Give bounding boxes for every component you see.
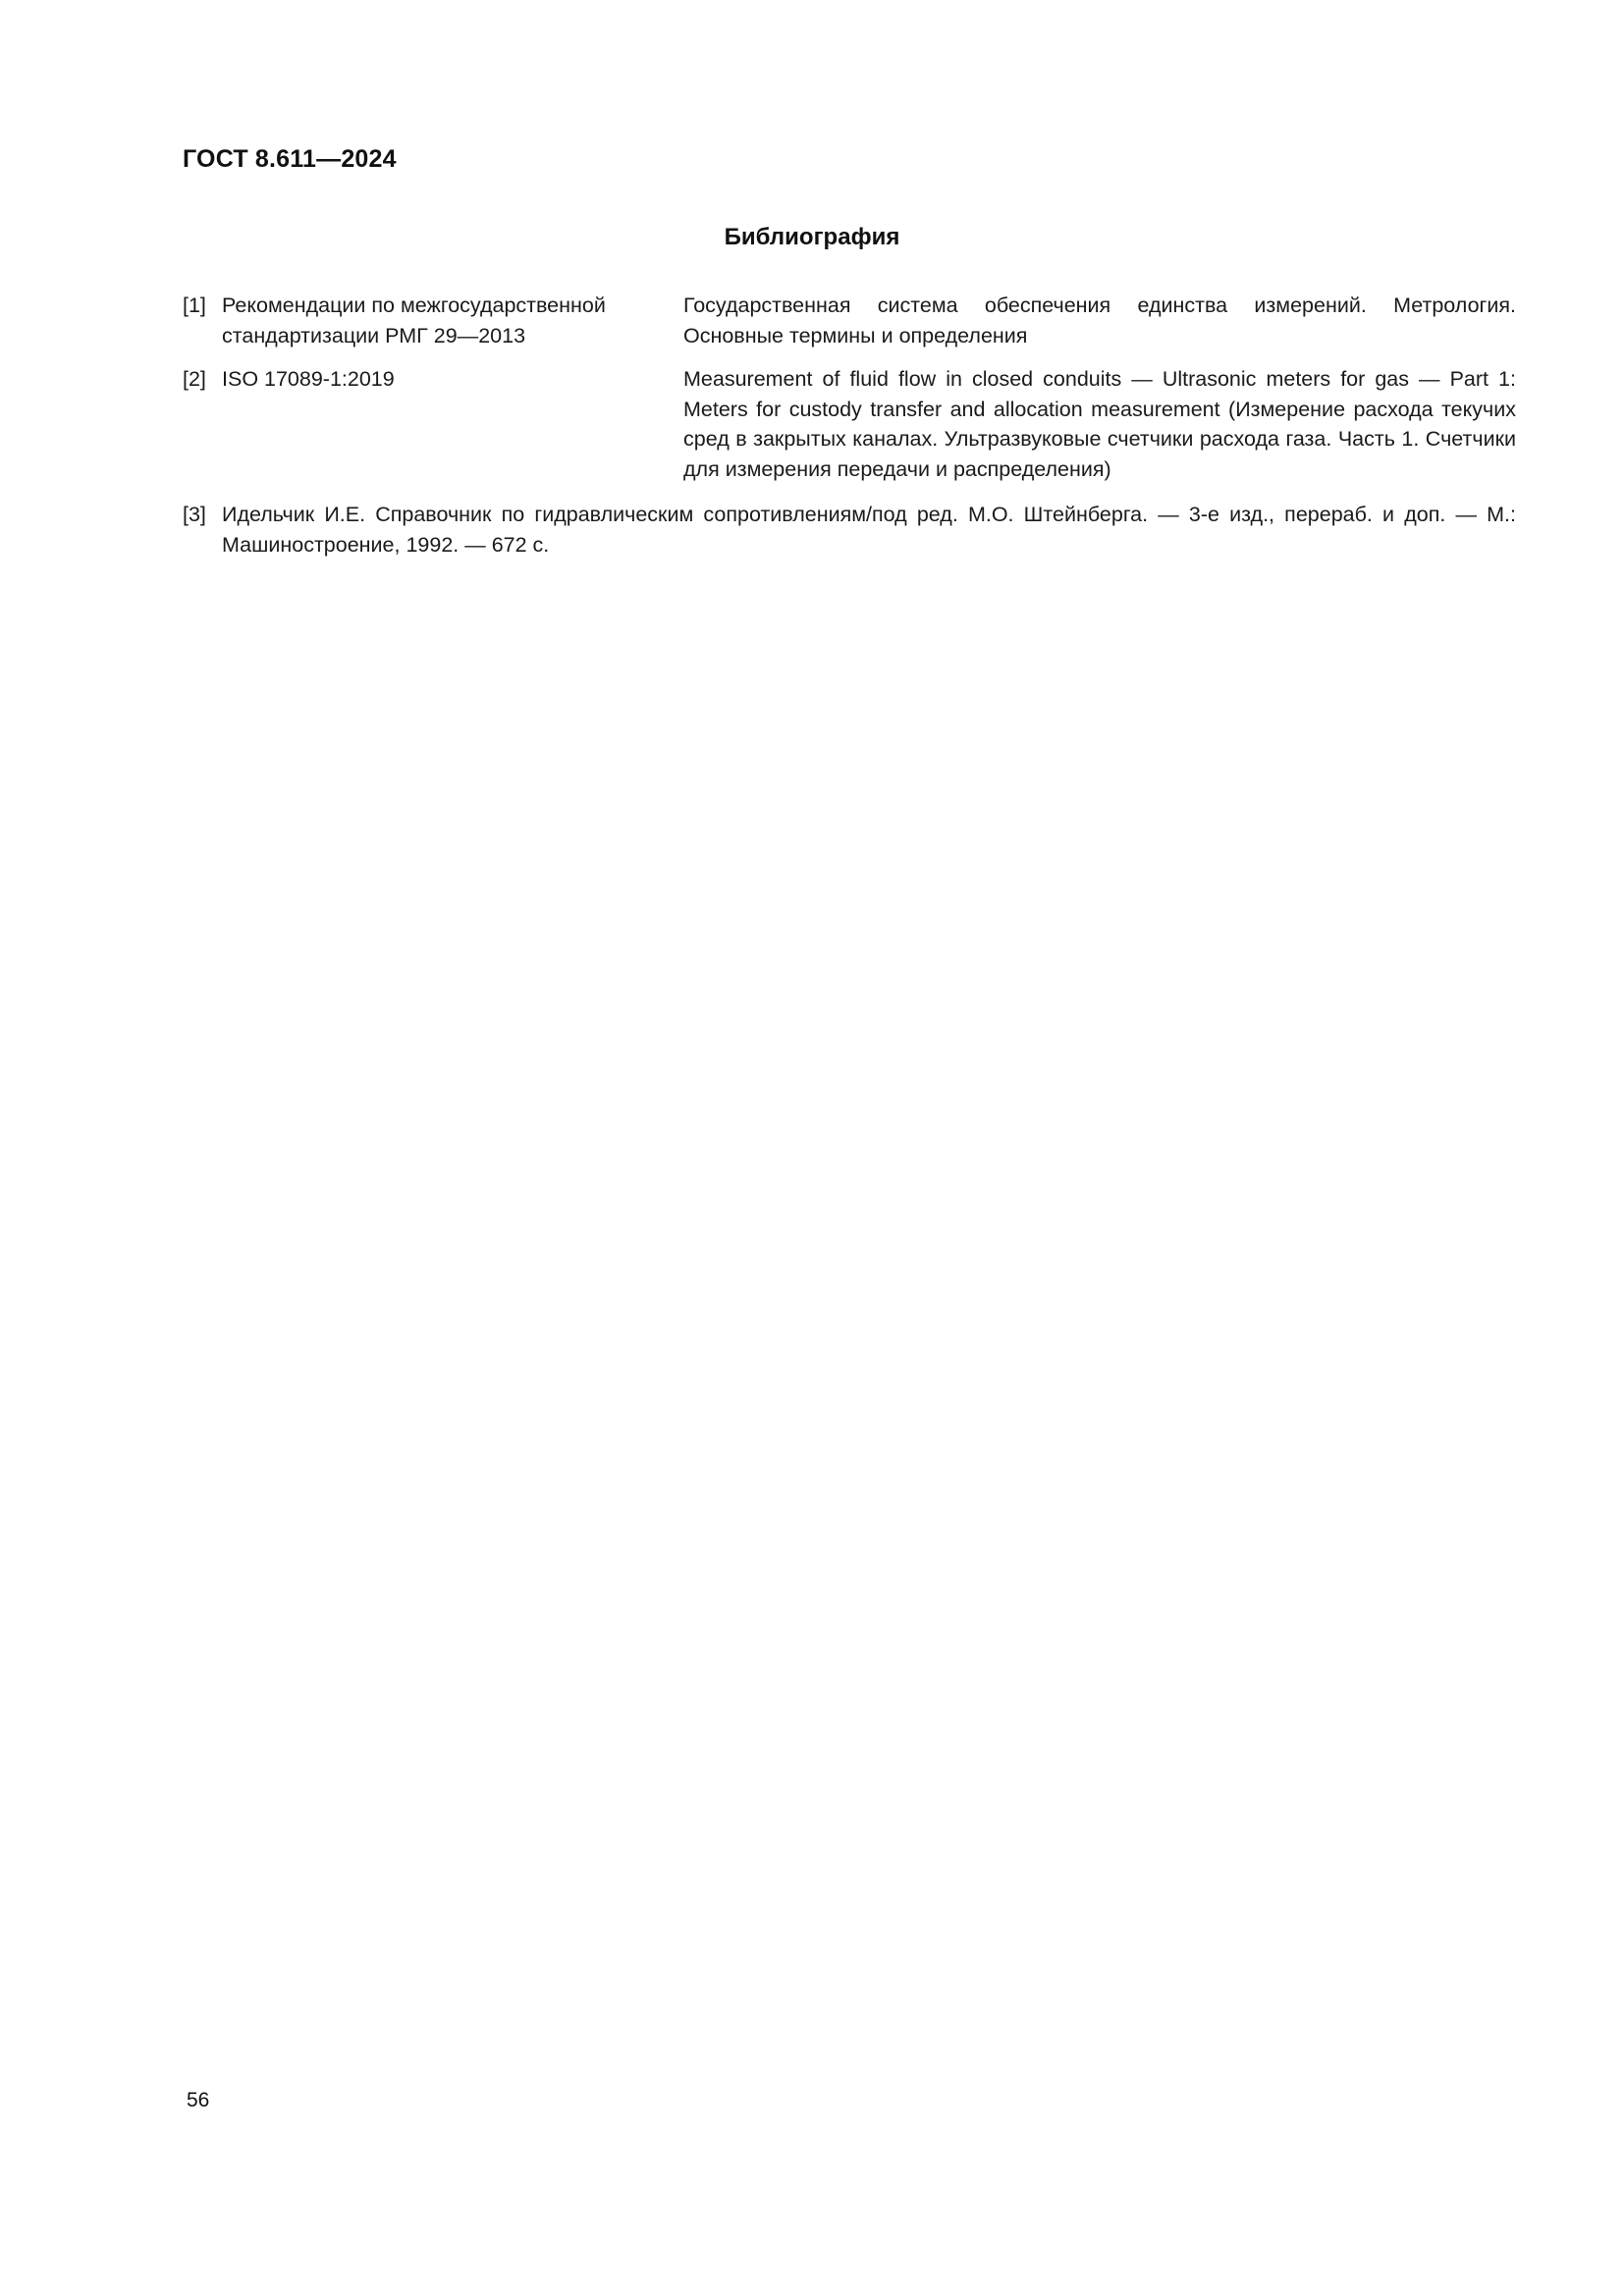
page-header-standard-code: ГОСТ 8.611—2024 (183, 145, 397, 173)
reference-description: Measurement of fluid flow in closed conduits — Ultrasonic meters for gas — Part 1: Meters for custody transfer and allocation measurement (Измерение расхода текучих сред в закрытых каналах. Ультразвуковые счетчики расхода газа. Часть 1. Счетчики для измерения передачи и распределения) (683, 367, 1516, 481)
reference-source: Рекомендации по межгосударственной стандартизации РМГ 29—2013 (222, 294, 606, 347)
reference-description: Идельчик И.Е. Справочник по гидравлическим сопротивлениям/под ред. М.О. Штейнберга. — 3-е изд., перераб. и доп. — М.: Машиностроение, 1992. — 672 с. (222, 503, 1516, 557)
reference-description: Государственная система обеспечения единства измерений. Метрология. Основные термины и определения (683, 294, 1516, 347)
section-title: Библиография (724, 224, 900, 250)
reference-marker: [1] (183, 294, 206, 317)
list-item (183, 364, 1516, 484)
list-item (183, 500, 1516, 560)
page-number: 56 (187, 2089, 210, 2111)
reference-marker: [3] (183, 503, 206, 527)
reference-marker: [2] (183, 367, 206, 392)
bibliography-list (183, 291, 1516, 573)
reference-content (222, 291, 1516, 350)
reference-source: ISO 17089-1:2019 (222, 367, 395, 392)
list-item (183, 291, 1516, 350)
reference-content (222, 364, 1516, 484)
